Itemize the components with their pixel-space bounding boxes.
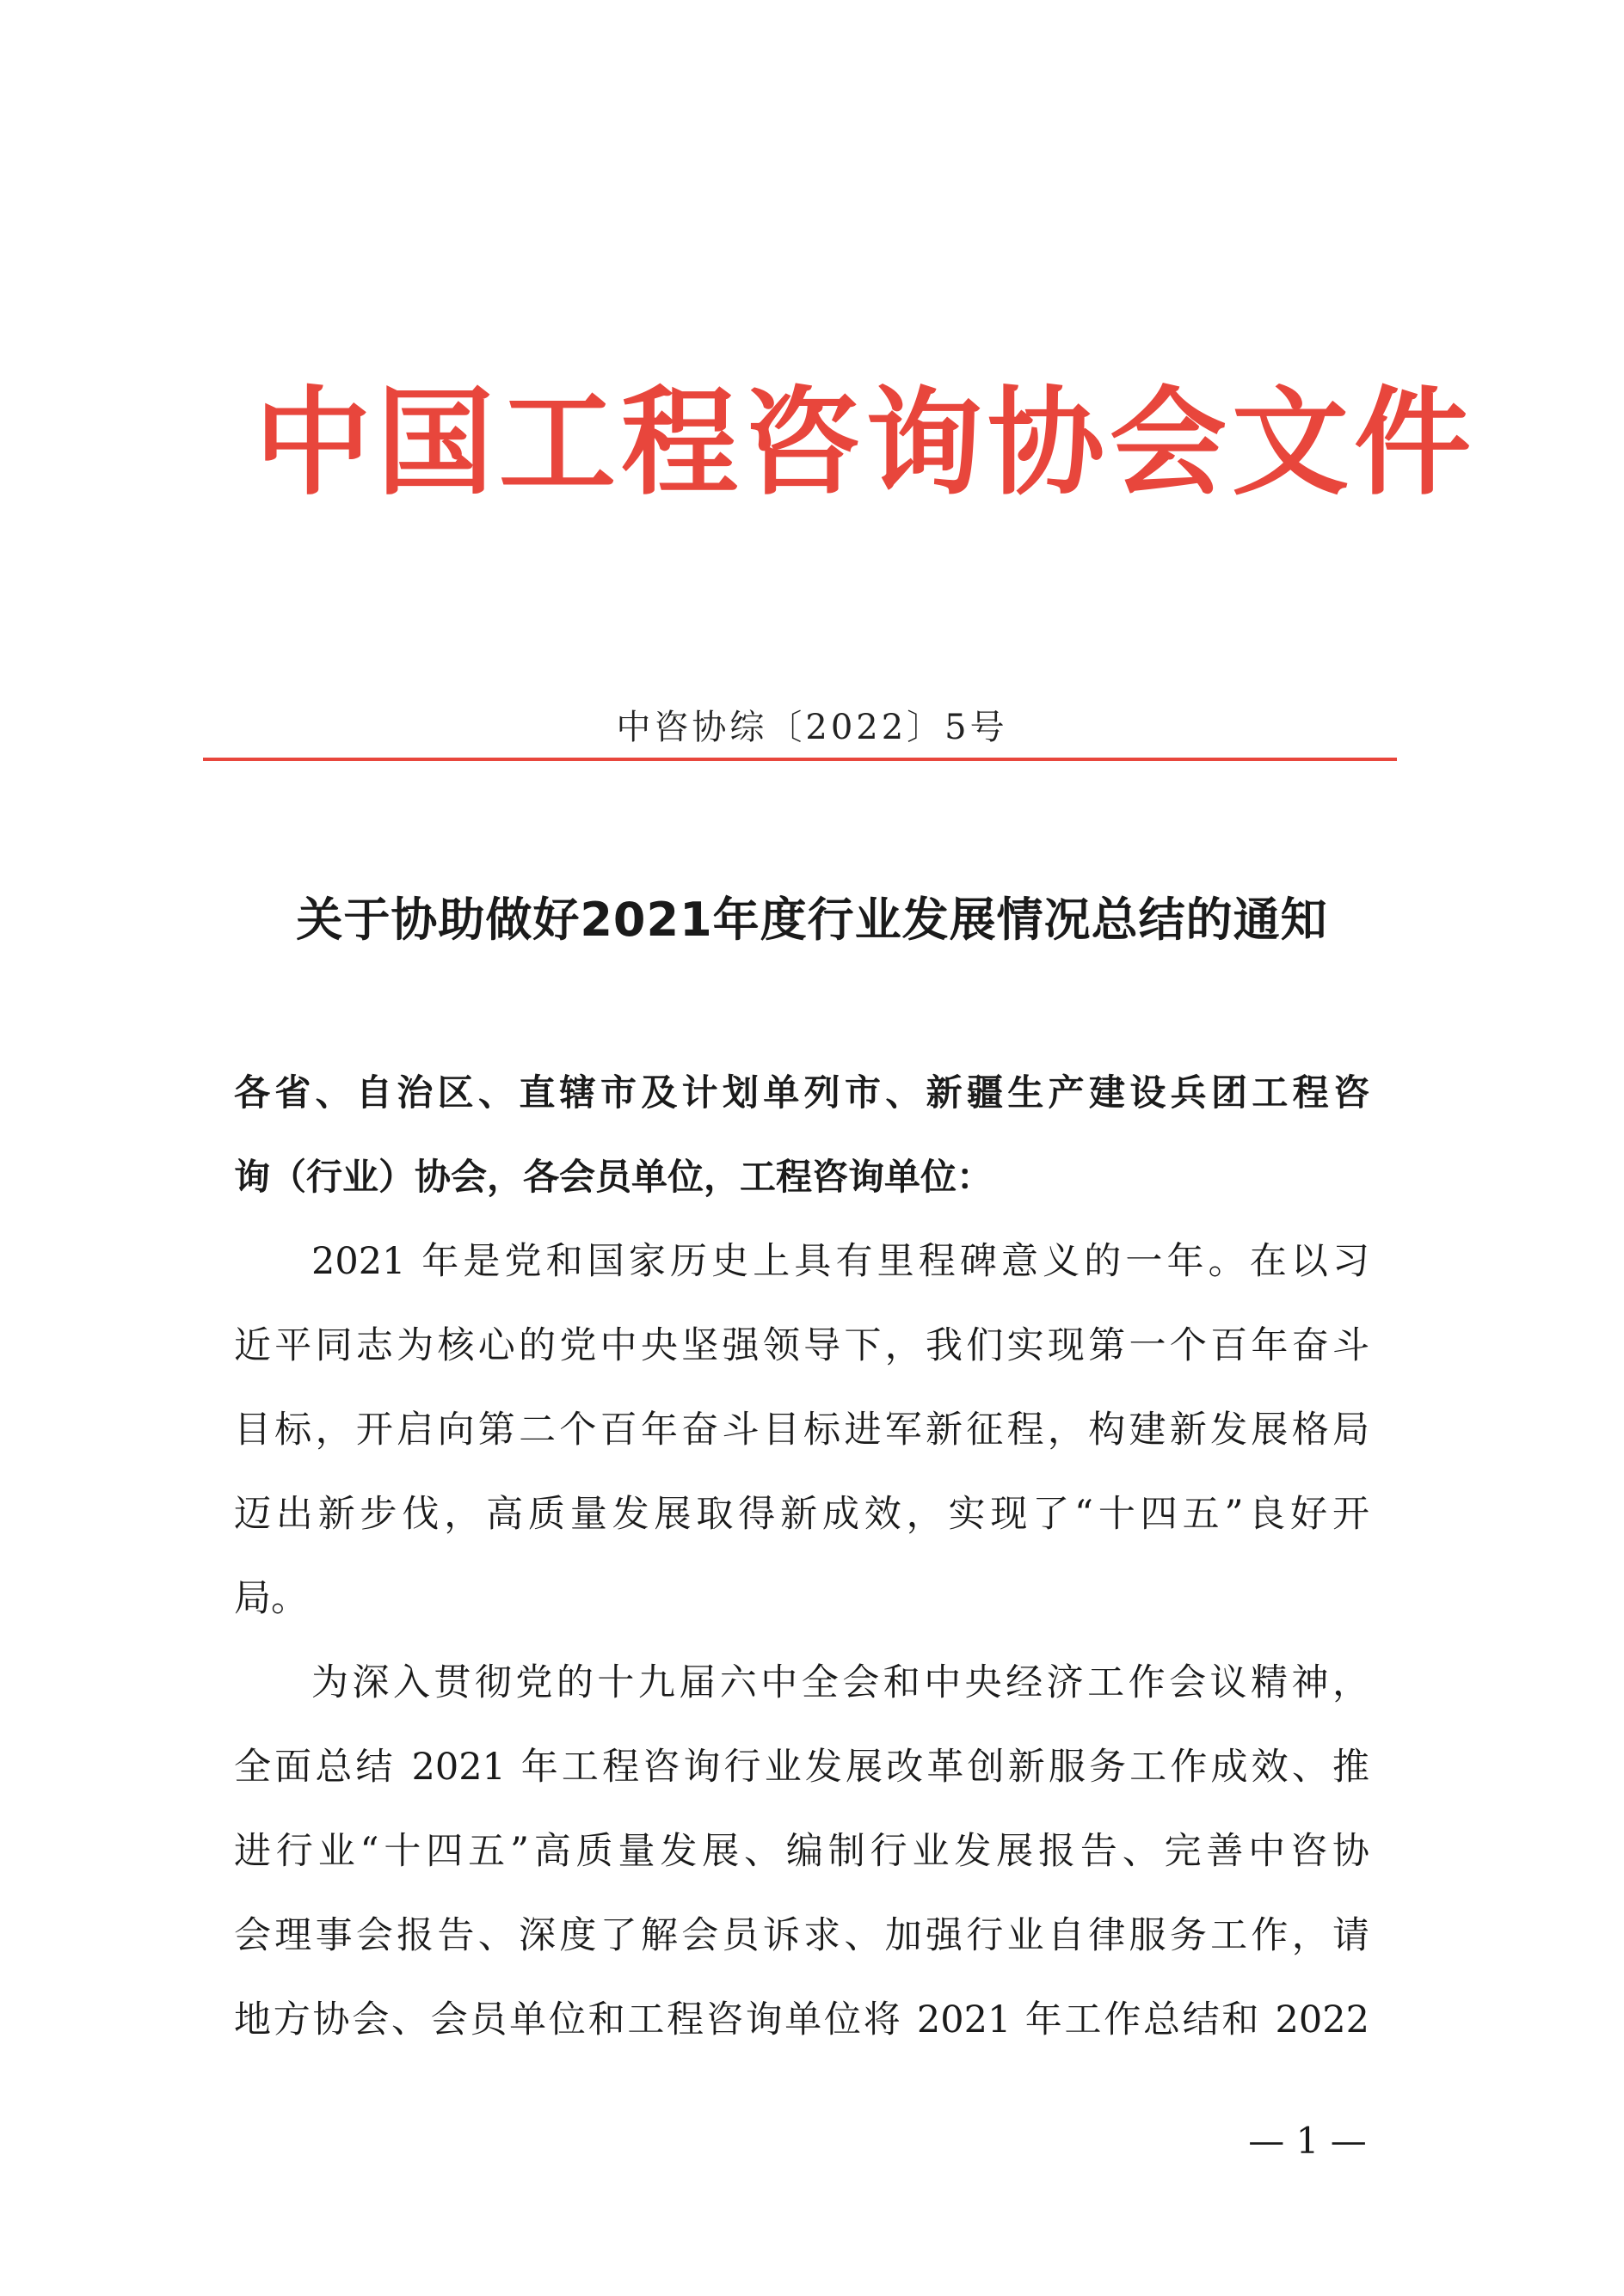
- salutation-line: 询（行业）协会，各会员单位，工程咨询单位：: [234, 1156, 993, 1198]
- paragraph-line: 2021 年是党和国家历史上具有里程碑意义的一年。在以习: [311, 1240, 1369, 1283]
- paragraph-line: 目标，开启向第二个百年奋斗目标进军新征程，构建新发展格局: [234, 1409, 1369, 1452]
- document-body: [234, 1051, 1369, 2062]
- page-number: — 1 —: [1248, 2120, 1367, 2162]
- paragraph-line: 近平同志为核心的党中央坚强领导下，我们实现第一个百年奋斗: [234, 1324, 1369, 1367]
- document-title: 关于协助做好2021年度行业发展情况总结的通知: [296, 893, 1328, 947]
- paragraph-line: 进行业“十四五”高质量发展、编制行业发展报告、完善中咨协: [234, 1830, 1369, 1873]
- document-masthead: 中国工程咨询协会文件: [255, 374, 1476, 512]
- paragraph-line: 地方协会、会员单位和工程咨询单位将 2021 年工作总结和 2022: [234, 1998, 1369, 2041]
- paragraph-line: 会理事会报告、深度了解会员诉求、加强行业自律服务工作，请: [234, 1914, 1369, 1957]
- paragraph-line: 局。: [234, 1577, 308, 1620]
- paragraph-line: 迈出新步伐，高质量发展取得新成效，实现了“十四五”良好开: [234, 1493, 1369, 1536]
- paragraph-line: 全面总结 2021 年工程咨询行业发展改革创新服务工作成效、推: [234, 1746, 1369, 1789]
- salutation-line: 各省、自治区、直辖市及计划单列市、新疆生产建设兵团工程咨: [234, 1071, 1369, 1114]
- red-divider-line: [203, 758, 1397, 761]
- document-number: 中咨协综〔2022〕5号: [616, 708, 1008, 747]
- paragraph-line: 为深入贯彻党的十九届六中全会和中央经济工作会议精神，: [311, 1661, 1369, 1704]
